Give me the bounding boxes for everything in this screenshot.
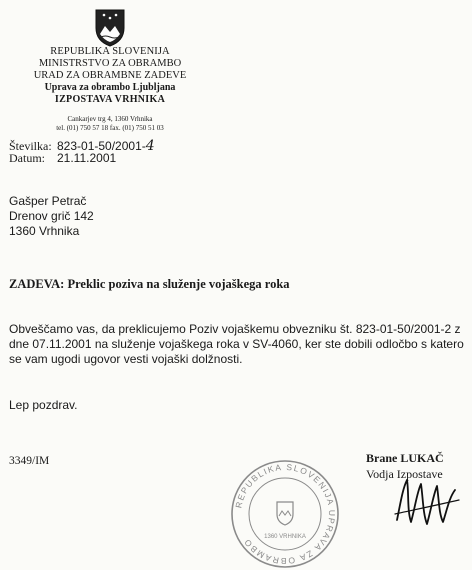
header-ministry: MINISTRSTVO ZA OBRAMBO — [38, 58, 182, 69]
header-address: Cankarjev trg 4, 1360 Vrhnika — [67, 115, 153, 123]
coat-of-arms-icon — [92, 8, 128, 48]
header-administration: Uprava za obrambo Ljubljana — [44, 82, 176, 93]
recipient-street: Drenov grič 142 — [9, 209, 94, 223]
svg-text:REPUBLIKA SLOVENIJA UPRAVA ZA: REPUBLIKA SLOVENIJA UPRAVA ZA OBRAMBO — [233, 461, 338, 567]
header-contact: tel. (01) 750 57 18 fax. (01) 750 51 03 — [56, 124, 164, 132]
recipient-city: 1360 Vrhnika — [9, 224, 80, 238]
header-office: URAD ZA OBRAMBNE ZADEVE — [33, 70, 187, 81]
reference-code: 3349/IM — [9, 455, 50, 467]
date-label: Datum: — [9, 151, 45, 165]
header-branch: IZPOSTAVA VRHNIKA — [54, 94, 166, 105]
number-handwritten: 4 — [145, 138, 155, 154]
recipient-name: Gašper Petrač — [9, 194, 87, 208]
header-country: REPUBLIKA SLOVENIJA — [50, 46, 170, 57]
date-value: 21.11.2001 — [57, 151, 117, 165]
signer-name: Brane LUKAČ — [366, 451, 444, 465]
signer-role: Vodja Izpostave — [366, 467, 443, 481]
svg-text:1360 VRHNIKA: 1360 VRHNIKA — [264, 534, 306, 540]
number-value: 823-01-50/2001- — [57, 139, 146, 153]
document-date — [9, 151, 116, 166]
handwritten-signature — [393, 470, 463, 532]
body-paragraph: Obveščamo vas, da preklicujemo Poziv vojaškemu obvezniku št. 823-01-50/2001-2 z dne 07.11.2001 na služenje vojaškega roka v SV-4060, ker ste dobili odločbo s katero se vam ugodi ugovor vesti vojaški dolžnosti. — [9, 322, 464, 366]
subject-line: ZADEVA: Preklic poziva na služenje vojaškega roka — [9, 277, 290, 291]
number-label: Številka: — [9, 139, 52, 153]
greeting: Lep pozdrav. — [9, 398, 78, 412]
official-stamp — [229, 458, 341, 570]
